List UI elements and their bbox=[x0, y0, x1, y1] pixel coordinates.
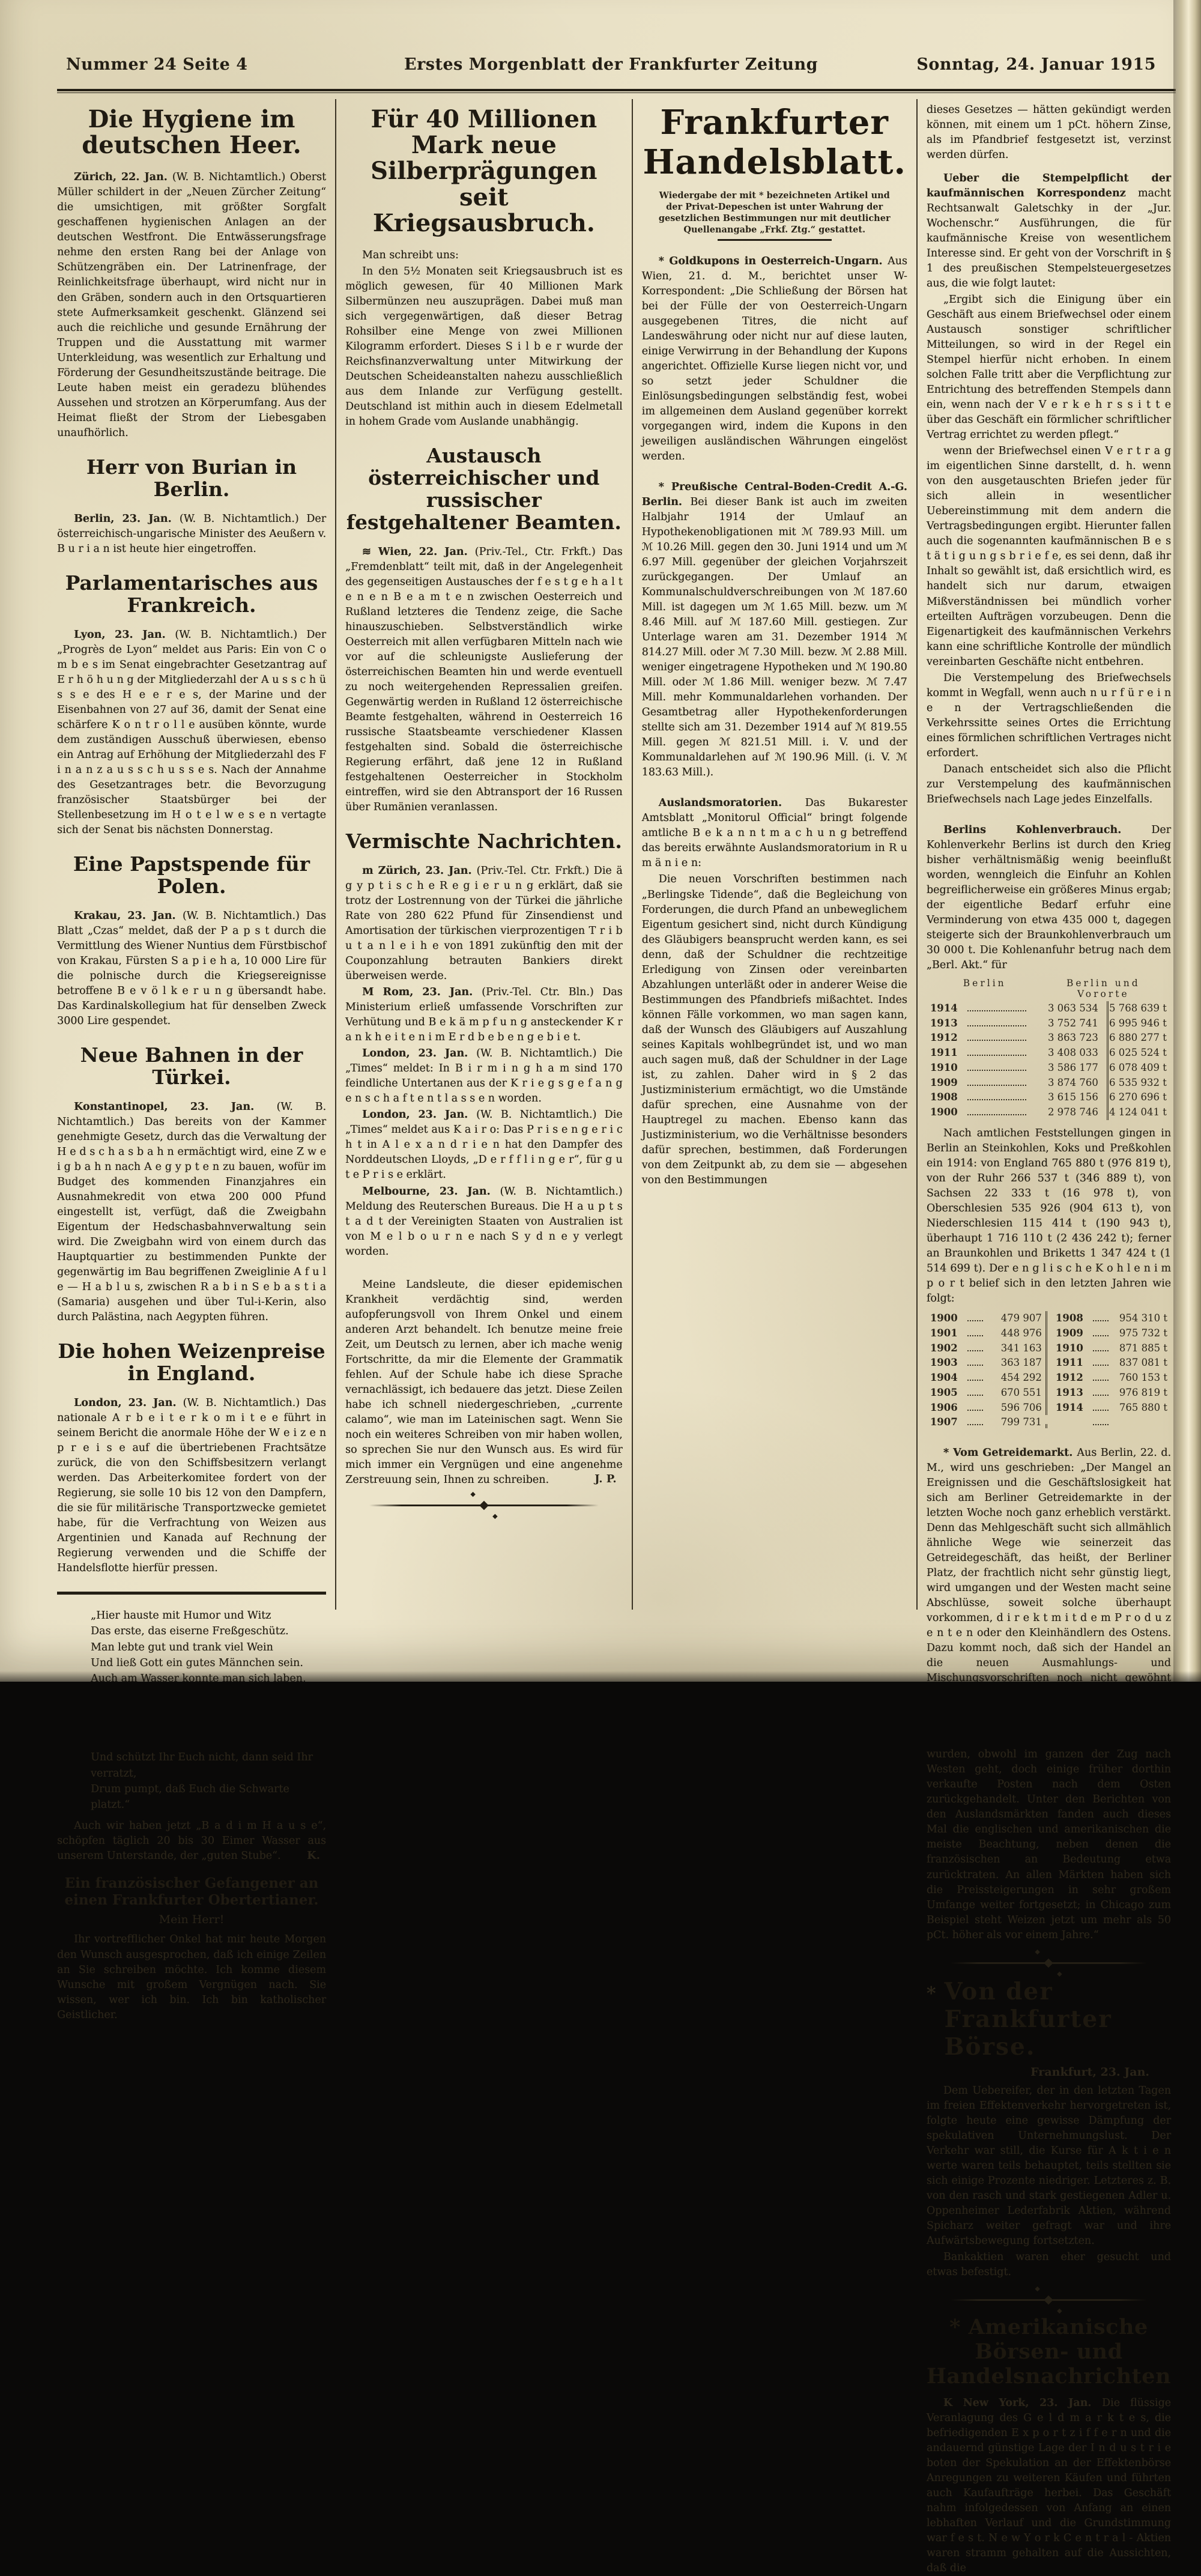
dateline: Berlin, 23. Jan. bbox=[74, 512, 180, 525]
article-lead: * Preußische Central-Boden-Credit A.-G. Berlin. bbox=[641, 481, 907, 509]
article-burian bbox=[57, 456, 326, 557]
article-silberpraegungen bbox=[345, 106, 623, 429]
article-headline: Austausch österreichischer und russischer festgehaltener Beamten. bbox=[346, 444, 622, 534]
table-row: 1901 448 976 1909 975 732 t bbox=[930, 1326, 1167, 1341]
poem-line: Man lebte gut und trank viel Wein bbox=[91, 1641, 273, 1653]
article-paragraph: Die Verstempelung des Briefwechsels kommt in Wegfall, wenn auch n u r f ü r e i n e n der Vertragschließenden die Verkehrssitte seines Ortes die Errichtung eines förmlichen schriftlichen Vertrages nicht erfordert. bbox=[926, 671, 1172, 759]
dateline: London, 23. Jan. bbox=[362, 1109, 477, 1121]
table-row: 1912 3 863 723 6 880 277 t bbox=[930, 1031, 1167, 1046]
article-body: Berlins Kohlenverbrauch. Der Kohlenverkehr Berlins ist durch den Krieg bisher verhältnismäßig wenig beeinflußt worden, wenngleich die Einfuhr an Kohlen begreiflicherweise ein größeres Minus ergab; der eigentliche Bedarf erfuhr eine Verminderung von etwa 435 000 t, dagegen steigerte sich der Braunkohlenverbrauch um 30 000 t. Die Kohlenanfuhr betrug nach dem „Berl. Akt.“ für bbox=[926, 823, 1172, 971]
boerse-body-2: Bankaktien waren eher gesucht und etwas befestigt. bbox=[926, 2250, 1172, 2278]
amerika-headline: * Amerikanische Börsen- und Handelsnachrichten bbox=[926, 2314, 1172, 2389]
table-row: 1900 479 907 1908 954 310 t bbox=[930, 1311, 1167, 1326]
article-body: * Goldkupons in Oesterreich-Ungarn. Aus Wien, 21. d. M., berichtet unser W-Korrespondent: „Die Schließung der Börsen hat bei der Fülle der von Oesterreich-Ungarn ausgegebenen Titres, die nicht auf Landeswährung oder nicht nur auf diese lauten, einige Verwirrung in der Behandlung der Kupons angerichtet. Offizielle Kurse liegen nicht vor, und so setzt jeder Schuldner die Einlösungsbedingungen selbständig fest, wobei im allgemeinen dem Ausland gegenüber korrekt vorgegangen wird, indem die Kupons in den jeweiligen ausländischen Währungen eingelöst werden. bbox=[641, 255, 907, 463]
letter-signature: J. P. bbox=[594, 1472, 617, 1485]
table-row: 1913 3 752 741 6 995 946 t bbox=[930, 1016, 1167, 1031]
boerse-headline: Von der Frankfurter Börse. bbox=[944, 1977, 1112, 2061]
dateline: Krakau, 23. Jan. bbox=[74, 909, 183, 922]
article-headline: Herr von Burian in Berlin. bbox=[86, 455, 297, 501]
table-header: Berlin Berlin und Vororte bbox=[963, 977, 1140, 999]
dateline: Zürich, 22. Jan. bbox=[74, 171, 172, 184]
dateline: m Zürich, 23. Jan. bbox=[362, 865, 477, 877]
notice-rule bbox=[718, 239, 832, 241]
article-papstspende bbox=[57, 853, 326, 1029]
continuation-fragment: dieses Gesetzes — hätten gekündigt werden können, mit einem um 1 pCt. höhern Zinse, als im Pfandbrief festgesetzt ist, verzinst werden dürfen. bbox=[926, 104, 1172, 162]
table-row: 1911 3 408 033 6 025 524 t bbox=[930, 1046, 1167, 1061]
column-1 bbox=[57, 99, 336, 2021]
divider-diamond-icon bbox=[1044, 2296, 1054, 2305]
english-coal-import-table bbox=[930, 1311, 1167, 1430]
article-stempelpflicht bbox=[927, 171, 1171, 807]
article-frankreich bbox=[57, 572, 326, 838]
boerse-dateline: Frankfurt, 23. Jan. bbox=[1030, 2065, 1150, 2079]
news-item: Melbourne, 23. Jan. (W. B. Nichtamtlich.) Meldung des Reuterschen Bureaus. Die H a u p t s t a d t der Vereinigten Staaten von Australien ist von M e l b o u r n e nach S y d n e y verlegt worden. bbox=[345, 1185, 623, 1258]
table-row: 1910 3 586 177 6 078 409 t bbox=[930, 1061, 1167, 1076]
article-beamtenaustausch bbox=[345, 445, 623, 815]
dateline: Lyon, 23. Jan. bbox=[74, 628, 175, 641]
poem-line: Das erste, das eiserne Freßgeschütz. bbox=[91, 1625, 289, 1638]
letter-headline: Ein französischer Gefangener an einen Frankfurter Obertertianer. bbox=[64, 1875, 319, 1908]
article-weizenpreise bbox=[57, 1341, 326, 1576]
poem-line: Und schützt Ihr Euch nicht, dann seid Ihr verratzt, bbox=[91, 1751, 313, 1780]
issue-date: Sonntag, 24. Januar 1915 bbox=[916, 55, 1156, 74]
column-3 bbox=[642, 99, 918, 1610]
table-row: 1914 3 063 534 5 768 639 t bbox=[930, 1001, 1167, 1016]
article-headline: Die Hygiene im deutschen Heer. bbox=[82, 105, 301, 160]
column-4 bbox=[926, 99, 1172, 2574]
handelsblatt-title: Frankfurter Handelsblatt. bbox=[643, 103, 906, 182]
article-auslandsmoratorien bbox=[642, 796, 907, 1187]
table-row: 1909 3 874 760 6 535 932 t bbox=[930, 1076, 1167, 1091]
article-amerikanische-nachrichten bbox=[927, 2315, 1171, 2576]
masthead: Erstes Morgenblatt der Frankfurter Zeitung bbox=[404, 55, 818, 74]
section-divider-rule bbox=[57, 1592, 326, 1595]
dateline: London, 23. Jan. bbox=[74, 1396, 183, 1409]
table-row: 1907 799 731 bbox=[930, 1415, 1167, 1430]
ornamental-divider bbox=[369, 1501, 599, 1511]
ornamental-divider bbox=[951, 2296, 1147, 2305]
article-body: London, 23. Jan. (W. B. Nichtamtlich.) Das nationale A r b e i t e r k o m i t e e führt in seinem Bericht die anormale Höhe der W e i z e n p r e i s e auf die übertriebenen Frachtsätze zurück, die von den Schiffsbesitzern verlangt werden. Das Arbeiterkomitee fordert von der Regierung, sie solle 10 bis 12 von den Dampfern, die sie für militärische Transportzwecke gemietet habe, für die Verfrachtung von Weizen aus Argentinien und Kanada auf Rechnung der Regierung verwenden und die Schiffe der Handelsflotte hierfür pressen. bbox=[57, 1396, 327, 1574]
article-tuerkei bbox=[57, 1044, 326, 1325]
article-body: Lyon, 23. Jan. (W. B. Nichtamtlich.) Der „Progrès de Lyon“ meldet aus Paris: Ein von C o m b e s im Senat eingebrachter Gesetzantrag auf E r h ö h u n g der Mitgliederzahl der A u s s c h ü s s e des H e e r e s, der Marine und der Eisenbahnen von 27 auf 36, damit der Senat eine schärfere K o n t r o l l e ausüben könnte, wurde dem zuständigen Ausschuß überwiesen, ebenso ein Antrag auf Erhöhung der Mitgliederzahl des F i n a n z a u s s c h u s s e s. Nach der Annahme des Gesetzantrages betr. die Bevorzugung französischer Staatsbürger bei der Stellenbesetzung im H o t e l w e s e n vertagte sich der Senat bis nächsten Donnerstag. bbox=[57, 628, 327, 836]
article-body: ≋ Wien, 22. Jan. (Priv.-Tel., Ctr. Frkft.) Das „Fremdenblatt“ teilt mit, daß in der Angelegenheit des gegenseitigen Austausches der f e s t g e h a l t e n e n B e a m t e n zwischen Oesterreich und Rußland letzteres die Tendenz zeige, die Sache hinauszuschieben. Selbstverständlich wirke Oesterreich mit allen verfügbaren Mitteln nach wie vor auf die schleunigste Auslieferung der österreichischen Beamten hin und werde eventuell zu noch weitergehenden Repressalien greifen. Gegenwärtig werden in Rußland 12 österreichische Beamte festgehalten, während in Oesterreich 16 russische Staatsbeamte verschiedener Klassen festgehalten sind. Sobald die österreichische Regierung erfährt, daß jene 12 in Rußland festgehaltenen Oesterreicher in Stockholm eintreffen, wird sie den Abtransport der 16 Russen über Rumänien veranlassen. bbox=[345, 545, 623, 814]
amerika-body: K New York, 23. Jan. Die flüssige Veranlagung des G e l d m a r k t e s, die befriedigenden E x p o r t z i f f e r n und die andauernd günstige Lage der I n d u s t r i e boten der Spekulation an der Effektenbörse Anregungen zu weiteren Käufen und führten auch Kaufaufträge herbei. Das Geschäft nahm infolgedessen von Anfang an einen lebhaften Verlauf und die Grundstimmung war f e s t. N e w Y o r k C e n t r a l - Aktien waren stramm gehalten auf die Aussichten, daß die bbox=[926, 2396, 1172, 2574]
news-item: m Zürich, 23. Jan. (Priv.-Tel. Ctr. Frkft.) Die ä g y p t i s c h e R e g i e r u n g erklärt, daß sie trotz der Lostrennung von der Türkei die jährliche Rate von 280 622 Pfund für Zinsendienst und Amortisation der türkischen vierprozentigen T r i b u t a n l e i h e von 1891 zukünftig den mit der Couponzahlung betrauten Bankiers direkt überweisen werde. bbox=[345, 865, 623, 983]
dateline: M Rom, 23. Jan. bbox=[362, 986, 482, 999]
news-item: London, 23. Jan. (W. B. Nichtamtlich.) Die „Times“ meldet aus K a i r o: Das P r i s e n g e r i c h t in A l e x a n d r i e n hat den Dampfer des Norddeutschen Lloyds, „D e r f f l i n g e r“, für g u t e P r i s e erklärt. bbox=[345, 1109, 623, 1181]
coal-delivery-table bbox=[930, 978, 1167, 1120]
coal-statistics-text: Nach amtlichen Feststellungen gingen in Berlin an Steinkohlen, Koks und Preßkohlen ein 1914: von England 765 880 t (976 819 t), von der Ruhr 266 537 t (346 889 t), von Sachsen 22 333 t (16 978 t), von Oberschlesien 535 926 (904 613 t), von Niederschlesien 115 414 t (190 943 t), überhaupt 1 716 110 t (2 436 242 t); ferner an Braunkohlen und Briketts 1 347 424 t (1 514 699 t). Der e n g l i s c h e K o h l e n i m p o r t belief sich in den letzten Jahren wie folgt: bbox=[926, 1127, 1172, 1305]
table-row: 1903 363 187 1911 837 081 t bbox=[930, 1356, 1167, 1371]
article-lead: Ueber die Stempelpflicht der kaufmännischen Korrespondenz bbox=[926, 172, 1172, 200]
table-row: 1905 670 551 1913 976 819 t bbox=[930, 1386, 1167, 1401]
article-lead: Auslandsmoratorien. bbox=[658, 797, 805, 810]
divider-diamond-icon bbox=[479, 1501, 489, 1511]
page-curl-edge bbox=[1173, 0, 1201, 1682]
article-body: In den 5½ Monaten seit Kriegsausbruch ist es möglich gewesen, für 40 Millionen Mark Silbermünzen neu auszuprägen. Dabei muß man sich vergegenwärtigen, daß dieser Betrag Rohsilber eine Menge von zwei Millionen Kilogramm erfordert. Dieses S i l b e r wurde der Reichsfinanzverwaltung unter Mitwirkung der Deutschen Scheideanstalten nahezu ausschließlich aus dem Inlande zur Verfügung gestellt. Deutschland ist mithin auch in diesem Edelmetall in hohem Grade vom Auslande unabhängig. bbox=[345, 265, 623, 428]
article-kohlenverbrauch bbox=[927, 823, 1171, 1430]
column-layout bbox=[57, 99, 1172, 2574]
article-paragraph: Danach entscheidet sich also die Pflicht zur Verstempelung des kaufmännischen Briefwechsels nach Lage jedes Einzelfalls. bbox=[926, 763, 1172, 805]
article-lead: * Vom Getreidemarkt. bbox=[943, 1447, 1077, 1459]
article-body: * Vom Getreidemarkt. Aus Berlin, 22. d. M., wird uns geschrieben: „Der Mangel an Ereignissen und die Geschäftslosigkeit hat sich am Berliner Getreidemarkte in der letzten Woche noch ganz erheblich verstärkt. Denn das Mehlgeschäft sucht sich allmählich ähnliche Wege wie seinerzeit das Getreidegeschäft, das heißt, der Berliner Platz, der frachtlich nicht sehr günstig liegt, wird umgangen und der Westen macht seine Abschlüsse, soweit solche überhaupt vorkommen, d i r e k t m i t d e m P r o d u z e n t e n oder den Kleinhändlern des Ostens. Dazu kommt noch, daß sich der Handel an die neuen Ausmahlungs- und bbox=[926, 1447, 1172, 1670]
dateline: London, 23. Jan. bbox=[362, 1047, 477, 1060]
section-headline: Vermischte Nachrichten. bbox=[345, 829, 622, 853]
poem-footer: Auch wir haben jetzt „B a d i m H a u s e“, schöpfen täglich 20 bis 30 Eimer Wasser aus unserem Unterstande, der „guten Stube“. bbox=[57, 1820, 327, 1862]
article-body: Auslandsmoratorien. Das Bukarester Amtsblatt „Monitorul Official“ bringt folgende amtliche B e k a n n t m a c h u n g betreffend das bereits erwähnte Auslandsmoratorium in R u m ä n i e n: bbox=[641, 797, 907, 870]
article-headline: Die hohen Weizenpreise in England. bbox=[58, 1339, 325, 1385]
letter-continuation-body: Meine Landsleute, die dieser epidemischen Krankheit verdächtig sind, werden aufopferungsvoll von Ihrem Onkel und einem anderen Arzt behandelt. Ich benutze meine freie Zeit, um Deutsch zu lernen, aber ich mache wenig Fortschritte, da mir die Elemente der Grammatik fehlen. Auf der Schule habe ich diese Sprache vernachlässigt, ich bedauere das jetzt. Diese Zeilen habe ich schnell niedergeschrieben, „currente calamo“, wie man im Lateinischen sagt. Wenn Sie noch ein weiteres Schreiben von mir haben wollen, so sprechen Sie nur den Wunsch aus. Es wird für mich immer ein Vergnügen und eine angenehme Zerstreuung sein, Ihnen zu schreiben. bbox=[345, 1278, 623, 1486]
dateline: Konstantinopel, 23. Jan. bbox=[74, 1100, 277, 1113]
column-2 bbox=[345, 99, 633, 1610]
article-body: Berlin, 23. Jan. (W. B. Nichtamtlich.) Der österreichisch-ungarische Minister des Aeußern v. B u r i a n ist heute hier eingetroffen. bbox=[57, 512, 327, 555]
article-hygiene bbox=[57, 106, 326, 441]
poem-line: Und ließ Gott ein gutes Männchen sein. bbox=[91, 1656, 303, 1669]
poem-line: Drum pumpt, daß Euch die Schwarte platzt.“ bbox=[91, 1783, 289, 1811]
issue-number: Nummer 24 Seite 4 bbox=[66, 55, 248, 74]
article-paragraph: wenn der Briefwechsel einen V e r t r a g im eigentlichen Sinne darstellt, d. h. wenn von den ausgetauschten Briefen jeder für sich allein in wesentlicher Uebereinstimmung mit dem andern die Vertragsbedingungen ergibt. Hierunter fallen auch die sogenannten kaufmännischen B e s t ä t i g u n g s b r i e f e, es sei denn, daß ihr Inhalt so gewählt ist, daß ersichtlich wird, es handelt sich nur darum, etwaigen Mißverständnissen bei mündlich vorher erteilten Aufträgen vorzubeugen. Denn die Eigenartigkeit des kaufmännischen Verkehrs kann eine schriftliche Kontrolle der mündlich vereinbarten Geschäfte nicht entbehren. bbox=[926, 445, 1172, 668]
article-body: Krakau, 23. Jan. (W. B. Nichtamtlich.) Das Blatt „Czas“ meldet, daß der P a p s t durch die Vermittlung des Wiener Nuntius dem Fürstbischof von Krakau, Fürsten S a p i e h a, 10 000 Lire für die polnische durch die Kriegsereignisse betroffene B e v ö l k e r u n g übersandt habe. Das Kardinalskollegium hat für denselben Zweck 3000 Lire gespendet. bbox=[57, 909, 327, 1027]
article-prisoner-letter bbox=[57, 1875, 326, 2022]
article-headline: Parlamentarisches aus Frankreich. bbox=[65, 571, 318, 617]
article-lead: * Goldkupons in Oesterreich-Ungarn. bbox=[658, 255, 888, 267]
table-row: 1900 2 978 746 4 124 041 t bbox=[930, 1105, 1167, 1120]
table-row: 1904 454 292 1912 760 153 t bbox=[930, 1371, 1167, 1386]
article-body: Zürich, 22. Jan. (W. B. Nichtamtlich.) Oberst Müller schildert in der „Neuen Zürcher Zeitung“ die umsichtigen, mit größter Sorgfalt geschaffenen hygienischen Anlagen an der deutschen Westfront. Die Entwässerungsfrage nehme den ersten Rang bei der Anlage von Schützengräben ein. Der Latrinenfrage, der Reinlichkeitsfrage überhaupt, wird nicht nur in den Gräben, sondern auch in den Ortsquartieren stete Aufmerksamkeit geschenkt. Glänzend sei auch die reichliche und gesunde Ernährung der Truppen und die Ausstattung mit warmer Unterkleidung, was wesentlich zur Erhaltung und Förderung der Gesundheitszustände beitrage. Die Leute haben meist ein geradezu blühendes Aussehen und strotzen an Körperumfang. Aus der Heimat fließt der Strom der Liebesgaben unaufhörlich. bbox=[57, 171, 327, 439]
article-headline: Eine Papstspende für Polen. bbox=[73, 852, 310, 898]
ornamental-divider bbox=[951, 1959, 1147, 1968]
table-row: 1902 341 163 1910 871 885 t bbox=[930, 1341, 1167, 1356]
page-header bbox=[66, 55, 1156, 74]
article-goldkupons bbox=[642, 254, 907, 464]
table-row: 1906 596 706 1914 765 880 t bbox=[930, 1401, 1167, 1416]
dateline: ≋ Wien, 22. Jan. bbox=[362, 545, 475, 558]
boerse-headline-row bbox=[927, 1978, 1171, 2061]
reprint-notice: Wiedergabe der mit * bezeichneten Artikel und der Privat-Depeschen ist unter Wahrung der gesetzlichen Bestimmungen nur mit deutlicher Quellenangabe „Frkf. Ztg.“ gestattet. bbox=[658, 190, 891, 235]
photo-background bbox=[0, 1682, 1201, 1748]
article-body-2: Die neuen Vorschriften bestimmen nach „Berlingske Tidende“, daß die Begleichung von Forderungen, die durch Pfand an unbeweglichem Eigentum gesichert sind, nicht durch Kündigung des Gläubigers beansprucht werden kann, es sei denn, daß der Schuldner die rechtzeitige Erledigung von Zinsen oder vereinbarten Abzahlungen unterläßt oder in anderer Weise die Bestimmungen des Pfandbriefs mißachtet. Indes können Fälle vorkommen, wo man sagen kann, daß der Wunsch des Gläubigers auf Auszahlung seines Kapitals wohlbegründet ist, und wo man auch sagen muß, daß der Schuldner in der Lage ist, zu zahlen. Daher wird in § 2 das Justizministerium ermächtigt, wo die Umstände dafür sprechen, eine Ausnahme von der Hauptregel zu machen. Ebenso kann das Justizministerium, wo die Verhältnisse besonders dafür sprechen, bestimmen, daß Forderungen von dem Zeitpunkt ab, zu dem sie — abgesehen von den Bestimmungen bbox=[641, 873, 907, 1186]
poem-signature: K. bbox=[307, 1849, 321, 1862]
poem-line: „Hier hauste mit Humor und Witz bbox=[91, 1610, 271, 1622]
letter-body: Ihr vortrefflicher Onkel hat mir heute Morgen den Wunsch ausgesprochen, daß ich einige Zeilen an Sie schreiben möchte. Ich komme diesem Wunsche mit großem Vergnügen nach. Sie wissen, wer ich bin. Ich bin katholischer Geistlicher. bbox=[57, 1933, 327, 2021]
table-row: 1908 3 615 156 6 270 696 t bbox=[930, 1090, 1167, 1105]
divider-diamond-icon bbox=[1044, 1959, 1054, 1968]
article-lead: Berlins Kohlenverbrauch. bbox=[943, 823, 1152, 836]
dateline: Melbourne, 23. Jan. bbox=[362, 1185, 500, 1198]
letter-salutation: Mein Herr! bbox=[159, 1913, 225, 1927]
header-rule bbox=[57, 89, 1176, 93]
article-headline: Neue Bahnen in der Türkei. bbox=[80, 1043, 303, 1089]
asterisk-marker: * bbox=[926, 1983, 936, 2004]
article-frankfurter-boerse bbox=[927, 1978, 1171, 2280]
statute-quote: „Ergibt sich die Einigung über ein Geschäft aus einem Briefwechsel oder einem Austausch sonstiger schriftlicher Mitteilungen, so wird in der Regel ein Stempel hierfür nicht erhoben. In einem solchen Falle tritt aber die Verpflichtung zur Entrichtung des betreffenden Stempels dann ein, wenn nach der V e r k e h r s s i t t e über das Geschäft ein förmlicher schriftlicher Vertrag errichtet zu werden pflegt.“ bbox=[926, 294, 1172, 441]
news-item: M Rom, 23. Jan. (Priv.-Tel. Ctr. Bln.) Das Ministerium erließ umfassende Vorschriften zur Verhütung und B e k ä m p f u n g ansteckender K r a n k h e i t e n i m E r d b e b e n g e b i e t. bbox=[345, 986, 623, 1044]
news-item: London, 23. Jan. (W. B. Nichtamtlich.) Die „Times“ meldet: In B i r m i n g h a m sind 170 feindliche Untertanen aus der K r i e g s g e f a n g e n s c h a f t e n t l a s s e n worden. bbox=[345, 1047, 623, 1105]
article-body: Konstantinopel, 23. Jan. (W. B. Nichtamtlich.) Das bereits von der Kammer genehmigte Gesetz, durch das die Verwaltung der H e d s c h a s b a h n ermächtigt wird, eine Z w e i g b a h n nach A e g y p t e n zu bauen, wofür im Budget des kommenden Finanzjahres ein Ausnahmekredit von etwa 200 000 Pfund eingestellt ist, verfügt, daß die Zweigbahn Eigentum der Hedschasbahnverwaltung sein wird. Die Zweigbahn wird von einem durch das Hauptquartier zu bestimmenden Punkte der gegenwärtig im Bau begriffenen Zweiglinie A f u l e — H a b l u s, zwischen R a b i n S e b a s t i a (Samaria) ausgehen und über Tul-i-Kerin, also durch Palästina, nach Aegypten führen. bbox=[57, 1100, 327, 1323]
article-intro: Man schreibt uns: bbox=[362, 249, 459, 261]
article-headline: Für 40 Millionen Mark neue Silberprägungen seit Kriegsausbruch. bbox=[371, 105, 597, 237]
letter-continuation bbox=[345, 1277, 623, 1485]
dateline: K New York, 23. Jan. bbox=[943, 2396, 1102, 2409]
article-body: * Preußische Central-Boden-Credit A.-G. Berlin. Bei dieser Bank ist auch im zweiten Halbjahr 1914 der Umlauf an Hypothekenobligationen mit ℳ 789.93 Mill. um ℳ 10.26 Mill. gegen den 30. Juni 1914 und um ℳ 6.97 Mill. gegenüber der gleichen Vorjahrszeit zurückgegangen. Der Umlauf an Kommunalschuldverschreibungen von ℳ 187.60 Mill. ist dagegen um ℳ 1.65 Mill. bezw. um ℳ 8.46 Mill. auf ℳ 187.60 Mill. gestiegen. Zur Unterlage waren am 31. Dezember 1914 ℳ 814.27 Mill. oder ℳ 7.30 Mill. bezw. ℳ 2.88 Mill. weniger eingetragene Hypotheken und ℳ 190.80 Mill. oder ℳ 1.86 Mill. weniger bezw. ℳ 7.47 Mill. mehr Kommunaldarlehen vorhanden. Der Gesamtbetrag aller Hypothekenforderungen stellte sich am 31. Dezember 1914 auf ℳ 819.55 Mill. gegen ℳ 821.51 Mill. i. V. und der Kommunaldarlehen auf ℳ 190.96 Mill. (i. V. ℳ 183.63 Mill.). bbox=[641, 481, 907, 779]
article-body-2: wurden, obwohl im ganzen der Zug nach Westen geht, doch einige früher dorthin verkaufte Posten nach dem Osten zurückgehandelt. Unter den Berichten von den Auslandsmärkten fanden auch dieses Mal die englischen und amerikanischen die meiste Beachtung, neben denen die französischen an Bedeutung etwa zurücktraten. An allen Märkten haben sich die Preissteigerungen in sehr großem Umfange weiter fortgesetzt; in Chicago zum Beispiel steht Weizen jetzt um mehr als 50 pCt. höher als vor einem Jahre.“ bbox=[926, 1748, 1172, 1941]
boerse-body: Dem Uebereifer, der in den letzten Tagen im freien Effektenverkehr hervorgetreten ist, folgte heute eine gewisse Dämpfung der spekulativen Unternehmungslust. Der Verkehr war still, die Kurse für A k t i e n werte waren teils behauptet, teils stellten sie sich einige Prozente niedriger. Letzteres z. B. von den rasch und stark gestiegenen Adler u. Oppenheimer Lederfabrik Aktien, während Spicharz weiter gefragt war und ihre Aufwärtsbewegung fortsetzten. bbox=[926, 2084, 1172, 2247]
article-body: Ueber die Stempelpflicht der kaufmännischen Korrespondenz macht Rechtsanwalt Galetschky in der „Jur. Wochenschr.“ Ausführungen, die für kaufmännische Kreise von wesentlichem Interesse sind. Er geht von der Vorschrift in § 1 des preußischen Stempelsteuergesetzes aus, die wie folgt lautet: bbox=[926, 172, 1172, 290]
section-vermischte-nachrichten bbox=[345, 831, 623, 1259]
article-central-boden-credit bbox=[642, 480, 907, 780]
